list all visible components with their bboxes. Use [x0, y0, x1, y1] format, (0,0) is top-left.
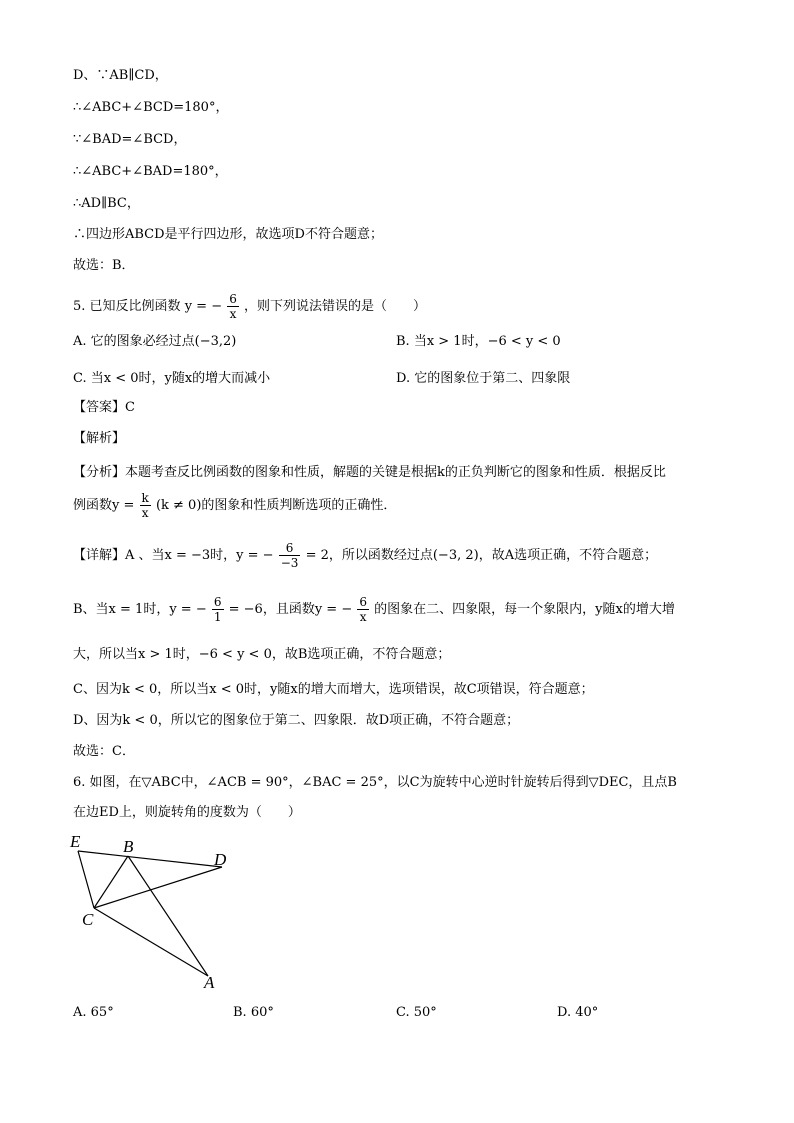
fraction [279, 541, 301, 570]
detail-line [73, 594, 675, 626]
fraction-denominator: 1 [213, 610, 222, 624]
solution-line: ∴AD∥BC， [73, 196, 140, 211]
fraction [212, 595, 224, 624]
fraction [140, 491, 151, 520]
detail-text: = −6，且函数y = − [228, 602, 353, 617]
question-6-stem: 在边ED上，则旋转角的度数为（ ） [73, 805, 301, 820]
detail-line: C、因为k < 0，所以当x < 0时，y随x的增大而增大，选项错误，故C项错误，符合题意； [73, 682, 594, 697]
analysis-title: 【解析】 [73, 431, 126, 446]
solution-line: ∴四边形ABCD是平行四边形，故选项D不符合题意； [73, 227, 383, 242]
label-e: E [70, 832, 81, 851]
option-b: B. 60° [233, 1005, 274, 1020]
fraction [227, 292, 239, 321]
label-c: C [82, 910, 94, 929]
analysis-line: 【分析】本题考查反比例函数的图象和性质，解题的关键是根据k的正负判断它的图象和性质．根据反比 [73, 465, 666, 480]
option-c: C. 50° [396, 1005, 437, 1020]
option-b: B. 当x > 1时，−6 < y < 0 [396, 334, 561, 349]
option-a: A. 它的图象必经过点(−3,2) [73, 334, 237, 349]
analysis-line [73, 490, 396, 522]
option-d: D. 40° [557, 1005, 599, 1020]
fraction-denominator: x [359, 610, 367, 624]
detail-text: B、当x = 1时，y = − [73, 602, 207, 617]
detail-line: D、因为k < 0，所以它的图象位于第二、四象限．故D项正确，不符合题意； [73, 713, 520, 728]
solution-line: 故选：B． [73, 258, 135, 273]
label-a: A [204, 973, 215, 992]
segment-cb [94, 856, 128, 908]
detail-line: 故选：C． [73, 744, 135, 759]
stem-text: 5. 已知反比例函数 [73, 299, 181, 314]
stem-text: ，则下列说法错误的是（ ） [244, 299, 427, 314]
segment-ca [94, 908, 208, 976]
segment-ec [78, 851, 94, 908]
analysis-text: 例函数y = [73, 498, 135, 513]
fraction-numerator: 6 [279, 541, 301, 556]
fraction-numerator: 6 [229, 292, 237, 306]
question-6-stem: 6. 如图，在▽ABC中，∠ACB = 90°，∠BAC = 25°，以C为旋转中心逆时针旋转后得到▽DEC，且点B [73, 775, 677, 790]
fraction-denominator: x [229, 307, 237, 321]
detail-text: = 2，所以函数经过点(−3, 2)，故A选项正确，不符合题意； [305, 548, 658, 563]
function-expression: y = − [184, 299, 223, 314]
fraction-denominator: x [141, 506, 149, 520]
fraction-denominator: −3 [280, 556, 299, 570]
analysis-text: (k ≠ 0)的图象和性质判断选项的正确性． [155, 498, 397, 513]
solution-line: ∵∠BAD=∠BCD， [73, 132, 187, 147]
option-c: C. 当x < 0时，y随x的增大而减小 [73, 371, 271, 386]
solution-line: ∴∠ABC+∠BAD=180°， [73, 164, 228, 179]
fraction-numerator: k [141, 491, 149, 505]
detail-line [73, 540, 657, 572]
rotation-figure [60, 828, 250, 994]
label-b: B [123, 837, 134, 856]
option-d: D. 它的图象位于第二、四象限 [396, 371, 571, 386]
fraction-numerator: 6 [213, 595, 222, 609]
detail-text: 的图象在二、四象限，每一个象限内，y随x的增大增 [374, 602, 675, 617]
solution-line: D、∵AB∥CD， [73, 68, 168, 83]
answer-line: 【答案】C [73, 400, 135, 415]
detail-text: 【详解】A 、当x = −3时，y = − [73, 548, 274, 563]
detail-line: 大，所以当x > 1时，−6 < y < 0，故B选项正确，不符合题意； [73, 647, 451, 662]
label-d: D [214, 850, 227, 869]
segment-ed [78, 851, 222, 867]
option-a: A. 65° [73, 1005, 114, 1020]
fraction-numerator: 6 [359, 595, 368, 609]
question-5-stem [73, 292, 426, 321]
segment-ba [128, 856, 208, 976]
solution-line: ∴∠ABC+∠BCD=180°， [73, 100, 229, 115]
fraction [357, 595, 369, 624]
